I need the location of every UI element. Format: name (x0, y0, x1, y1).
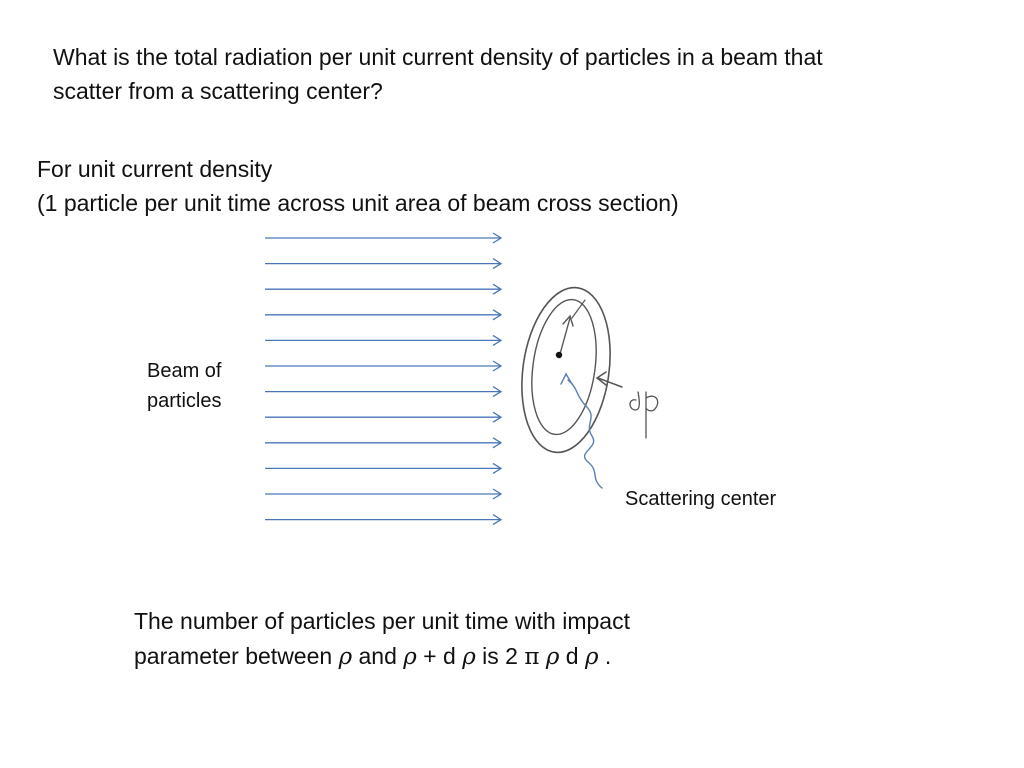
statement-text-end: . (598, 643, 612, 669)
d-rho-pointer-head (597, 372, 606, 385)
d-rho-handwriting (630, 392, 658, 438)
statement-text-and: and (352, 643, 404, 669)
rho-symbol: ρ (338, 644, 353, 670)
radius-tick (572, 300, 585, 318)
scattering-center-dot (556, 352, 562, 358)
rho-symbol: ρ (545, 644, 560, 670)
statement-line-1: The number of particles per unit time with impact (134, 608, 630, 634)
beam-label-line-1: Beam of (147, 360, 222, 382)
rho-symbol: ρ (462, 644, 476, 670)
impact-ring-inner (524, 295, 604, 438)
scattering-sketch (512, 282, 658, 488)
statement-text-d: d (559, 643, 585, 669)
statement-text-is-2: is 2 (475, 643, 525, 669)
question-line-1: What is the total radiation per unit current density of particles in a beam that (53, 44, 823, 70)
rho-symbol: ρ (584, 644, 599, 670)
unit-current-line-2: (1 particle per unit time across unit area of beam cross section) (37, 190, 679, 216)
beam-label-line-2: particles (147, 390, 222, 412)
impact-parameter-statement (134, 604, 834, 675)
unit-current-line-1: For unit current density (37, 156, 273, 182)
statement-text-between: parameter between (134, 643, 339, 669)
rho-symbol: ρ (403, 644, 417, 670)
beam-arrows (265, 233, 501, 525)
scattering-center-pointer (568, 380, 602, 488)
scattering-center-pointer-head (561, 374, 572, 384)
statement-line-2 (134, 639, 834, 675)
beam-label (147, 356, 221, 416)
statement-text-plus-d: + d (416, 643, 463, 669)
question-line-2: scatter from a scattering center? (53, 78, 383, 104)
rho-radius-line (560, 318, 570, 354)
pi-symbol: π (524, 644, 540, 670)
scattering-center-label: Scattering center (625, 488, 777, 510)
